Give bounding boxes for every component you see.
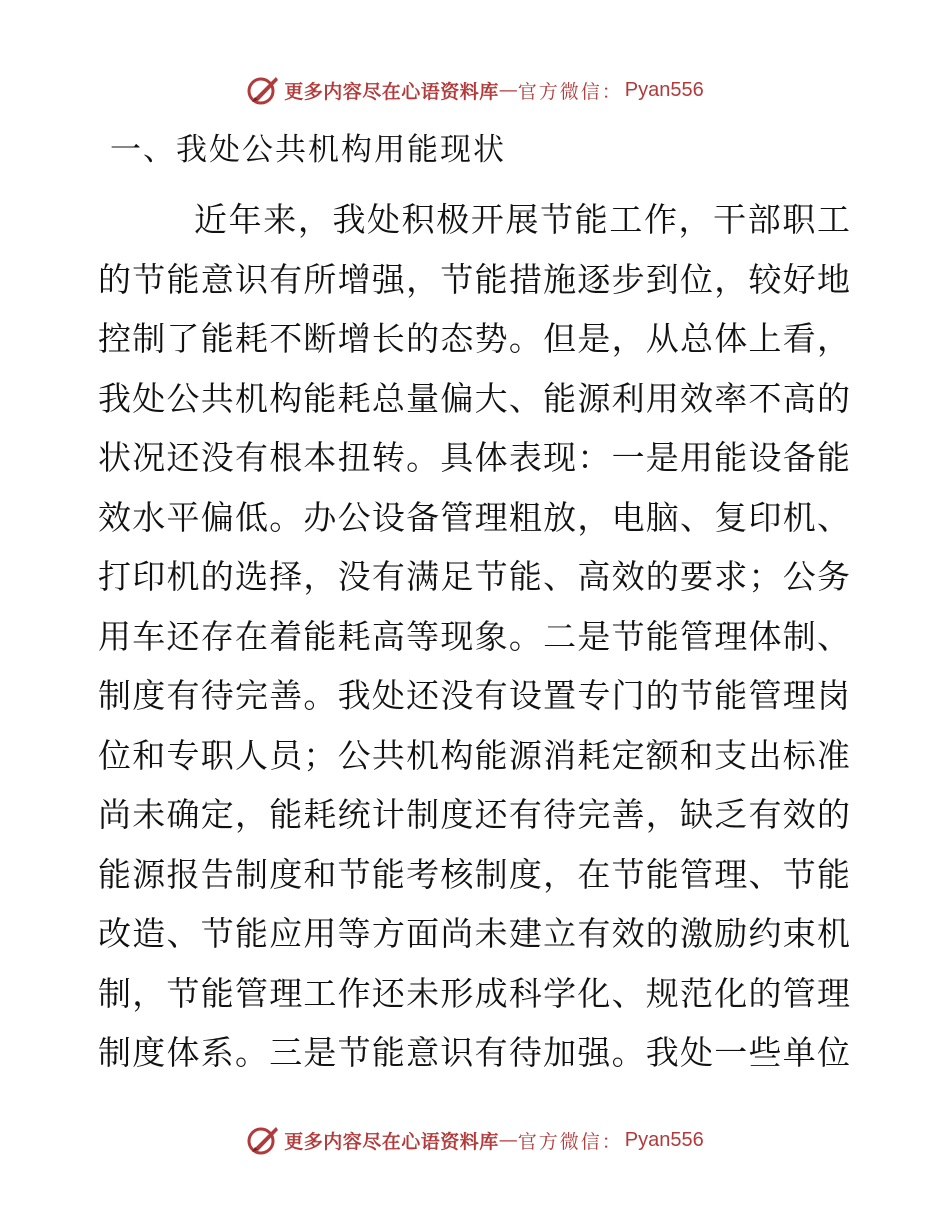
header-watermark-banner [0,70,950,110]
paragraph-line: 近年来，我处积极开展节能工作，干部职工 [194,200,850,239]
paragraph-line: 位和专职人员；公共机构能源消耗定额和支出标准 [98,735,850,775]
paragraph-line: 状况还没有根本扭转。具体表现：一是用能设备能 [98,438,850,477]
section-heading: 一、我处公共机构用能现状 [110,132,506,168]
banner-dash: — [498,79,518,101]
banner-colon: ： [601,1130,621,1153]
banner-brand-text: 更多内容尽在心语资料库 [284,80,499,103]
banner-dash: — [498,1129,518,1151]
banner-colon: ： [601,80,621,103]
footer-watermark-banner [0,1120,950,1160]
paragraph-line: 效水平偏低。办公设备管理粗放，电脑、复印机、 [98,497,850,537]
banner-official-wechat-label: 官方微信 [517,80,602,103]
paragraph-line: 尚未确定，能耗统计制度还有待完善，缺乏有效的 [98,795,850,834]
paragraph-line: 我处公共机构能耗总量偏大、能源利用效率不高的 [98,378,850,418]
paragraph-line: 打印机的选择，没有满足节能、高效的要求；公务 [98,557,850,596]
paragraph-line: 能源报告制度和节能考核制度，在节能管理、节能 [98,854,850,894]
paragraph-line: 制度体系。三是节能意识有待加强。我处一些单位 [98,1033,850,1072]
paragraph-line: 制度有待完善。我处还没有设置专门的节能管理岗 [98,676,850,715]
quill-pen-logo-icon [246,1123,280,1157]
quill-pen-logo-icon [246,73,280,107]
banner-wechat-account: Pyan556 [624,78,704,101]
banner-wechat-account: Pyan556 [624,1128,704,1151]
banner-brand-text: 更多内容尽在心语资料库 [284,1130,499,1153]
paragraph-line: 控制了能耗不断增长的态势。但是，从总体上看， [98,319,850,358]
paragraph-line: 的节能意识有所增强，节能措施逐步到位，较好地 [98,259,850,299]
paragraph-line: 制，节能管理工作还未形成科学化、规范化的管理 [98,973,850,1013]
paragraph-line: 改造、节能应用等方面尚未建立有效的激励约束机 [98,914,850,953]
body-paragraph [98,190,850,1083]
paragraph-line: 用车还存在着能耗高等现象。二是节能管理体制、 [98,616,850,656]
banner-official-wechat-label: 官方微信 [517,1130,602,1153]
